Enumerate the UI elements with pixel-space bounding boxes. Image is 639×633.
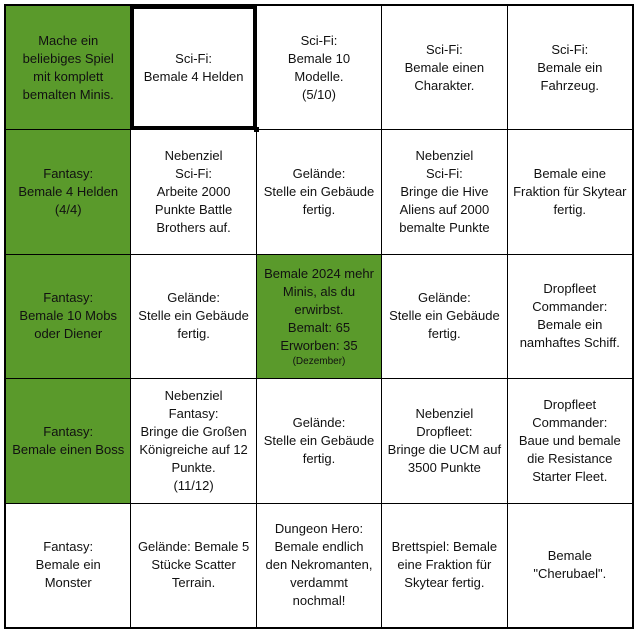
bingo-cell-text: Gelände: Stelle ein Gebäude fertig. xyxy=(389,290,500,342)
bingo-cell[interactable] xyxy=(257,504,381,627)
bingo-cell-text: Brettspiel: Bemale eine Fraktion für Skytear fertig. xyxy=(391,539,498,591)
bingo-cell-content xyxy=(264,265,374,368)
bingo-cell-note: (Dezember) xyxy=(292,355,346,367)
bingo-cell-text: Dungeon Hero: Bemale endlich den Nekromanten, verdammt nochmal! xyxy=(265,521,373,609)
bingo-cell[interactable] xyxy=(6,379,130,502)
bingo-cell-content xyxy=(36,538,101,592)
bingo-cell-content xyxy=(19,289,117,343)
bingo-cell-text: Bemale eine Fraktion für Skytear fertig. xyxy=(513,166,627,218)
bingo-cell-content xyxy=(155,147,232,237)
bingo-cell-text: Mache ein beliebiges Spiel mit komplett bemalten Minis. xyxy=(22,32,114,102)
bingo-cell[interactable] xyxy=(508,379,632,502)
bingo-cell[interactable] xyxy=(382,255,506,378)
bingo-cell-content xyxy=(405,41,485,95)
bingo-cell-text: Nebenziel Sci-Fi: Bringe die Hive Aliens auf 2000 bemalte Punkte xyxy=(399,148,490,236)
bingo-cell-content xyxy=(138,538,249,592)
bingo-cell-text: Gelände: Bemale 5 Stücke Scatter Terrain. xyxy=(137,539,250,591)
bingo-cell-text: Fantasy: Bemale einen Boss xyxy=(12,423,125,457)
bingo-cell-content xyxy=(520,280,620,352)
bingo-cell[interactable] xyxy=(6,130,130,253)
bingo-cell-content xyxy=(513,165,626,219)
bingo-cell[interactable] xyxy=(382,6,506,129)
bingo-cell-content xyxy=(139,387,247,495)
bingo-cell-text: Dropfleet Commander: Bemale ein namhaftes Schiff. xyxy=(519,281,620,351)
bingo-cell[interactable] xyxy=(257,379,381,502)
bingo-cell[interactable] xyxy=(131,379,255,502)
bingo-cell[interactable] xyxy=(508,130,632,253)
bingo-cell[interactable] xyxy=(6,255,130,378)
bingo-cell-text: Nebenziel Fantasy: Bringe die Großen Königreiche auf 12 Punkte. (11/12) xyxy=(139,387,248,493)
bingo-cell-text: Gelände: Stelle ein Gebäude fertig. xyxy=(138,290,249,342)
bingo-cell-text: Fantasy: Bemale 10 Mobs oder Diener xyxy=(19,290,117,342)
bingo-cell-text: Bemale "Cherubael". xyxy=(533,548,607,582)
bingo-cell-content xyxy=(288,32,350,104)
bingo-cell[interactable] xyxy=(382,379,506,502)
bingo-cell-content xyxy=(389,289,500,343)
bingo-cell[interactable] xyxy=(131,255,255,378)
bingo-cell[interactable] xyxy=(257,130,381,253)
bingo-cell-text: Nebenziel Sci-Fi: Arbeite 2000 Punkte Battle Brothers auf. xyxy=(154,148,233,236)
bingo-cell-content xyxy=(23,32,114,104)
bingo-cell[interactable] xyxy=(6,504,130,627)
bingo-cell-content xyxy=(537,41,602,95)
selection-handle[interactable] xyxy=(254,127,259,132)
bingo-cell[interactable] xyxy=(131,504,255,627)
bingo-cell[interactable] xyxy=(382,130,506,253)
bingo-cell-content xyxy=(138,289,249,343)
bingo-cell-text: Sci-Fi: Bemale 10 Modelle. (5/10) xyxy=(287,32,351,102)
bingo-cell-content xyxy=(392,538,498,592)
bingo-cell-text: Sci-Fi: Bemale 4 Helden xyxy=(143,50,244,84)
bingo-cell-text: Nebenziel Dropfleet: Bringe die UCM auf 3500 Punkte xyxy=(387,405,502,475)
bingo-cell[interactable] xyxy=(131,130,255,253)
bingo-cell[interactable] xyxy=(131,6,255,129)
bingo-cell-content xyxy=(264,165,375,219)
bingo-cell-content xyxy=(519,396,621,486)
bingo-cell-content xyxy=(533,547,606,583)
bingo-cell[interactable] xyxy=(508,255,632,378)
bingo-cell-text: Fantasy: Bemale ein Monster xyxy=(35,539,101,591)
bingo-cell[interactable] xyxy=(257,255,381,378)
bingo-cell-text: Gelände: Stelle ein Gebäude fertig. xyxy=(263,414,375,466)
bingo-cell-text: Dropfleet Commander: Baue und bemale die Resistance Starter Fleet. xyxy=(518,396,621,484)
bingo-cell[interactable] xyxy=(6,6,130,129)
bingo-cell[interactable] xyxy=(257,6,381,129)
bingo-cell-content xyxy=(12,423,124,459)
bingo-cell-content xyxy=(264,414,375,468)
bingo-cell-text: Sci-Fi: Bemale einen Charakter. xyxy=(404,41,485,93)
bingo-board xyxy=(4,4,634,629)
bingo-cell-text: Fantasy: Bemale 4 Helden (4/4) xyxy=(18,166,119,218)
bingo-cell[interactable] xyxy=(508,6,632,129)
bingo-cell[interactable] xyxy=(382,504,506,627)
bingo-cell[interactable] xyxy=(508,504,632,627)
bingo-cell-content xyxy=(388,405,501,477)
bingo-cell-content xyxy=(18,165,118,219)
bingo-cell-text: Bemale 2024 mehr Minis, als du erwirbst. Bemalt: 65 Erworben: 35 xyxy=(264,265,374,353)
bingo-cell-content xyxy=(266,520,373,610)
bingo-cell-content xyxy=(144,50,244,86)
bingo-cell-text: Sci-Fi: Bemale ein Fahrzeug. xyxy=(537,41,603,93)
bingo-cell-content xyxy=(399,147,489,237)
bingo-cell-text: Gelände: Stelle ein Gebäude fertig. xyxy=(263,166,375,218)
